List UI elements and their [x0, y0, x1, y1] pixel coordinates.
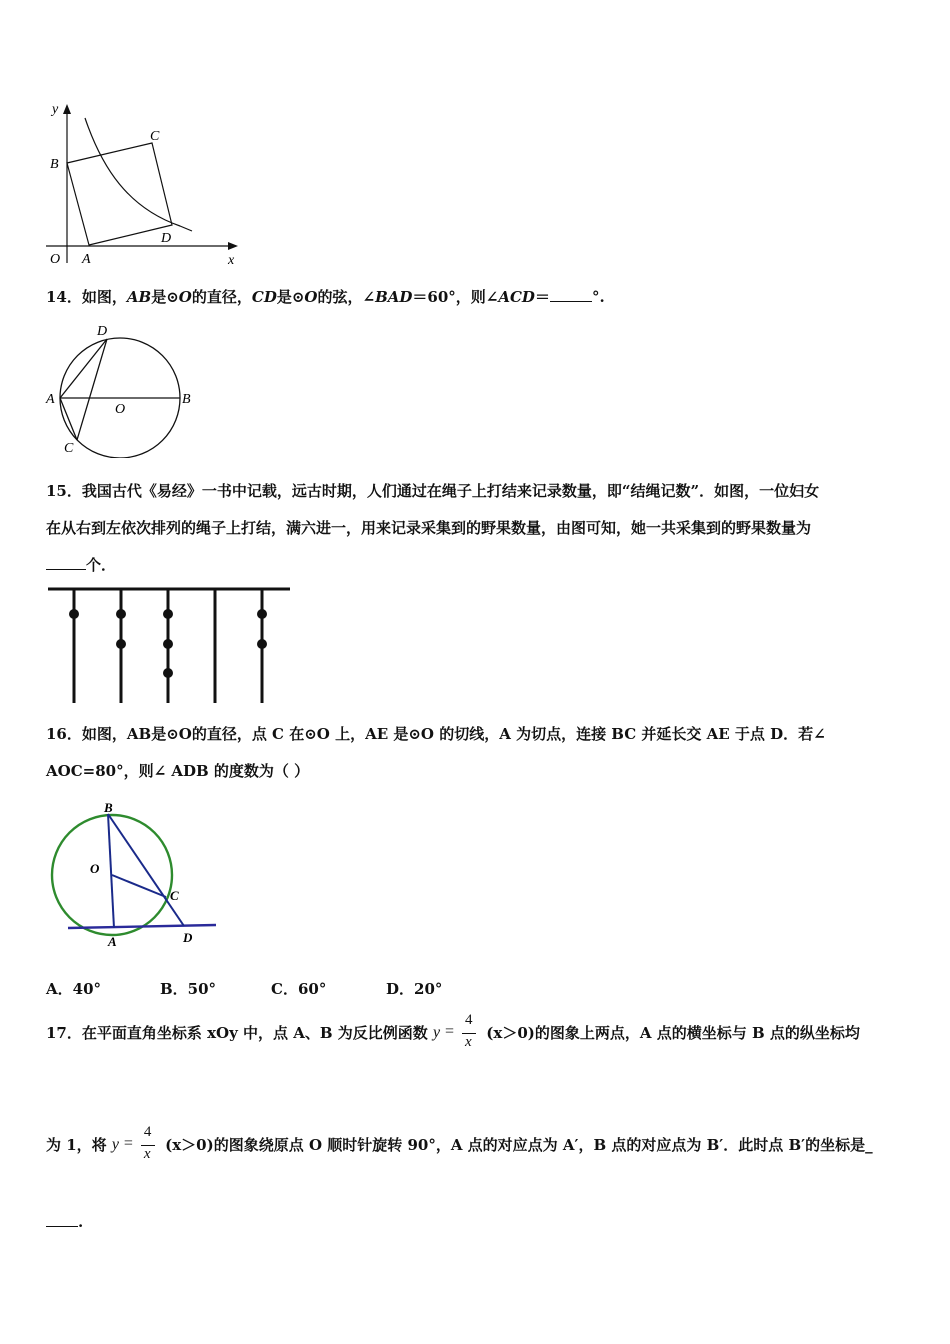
knot	[163, 639, 173, 649]
figure-16-tangent-diagram	[46, 796, 226, 954]
question-15-line-1: 15．我国古代《易经》一书中记载，远古时期，人们通过在绳子上打结来记录数量，即“结绳记数”．如图，一位妇女	[46, 482, 820, 500]
question-17-line-2: 为 1，将 y = 4 x (x＞0)的图象绕原点 O 顺时针旋转 90°，A 点的对应点为 A′，B 点的对应点为 B′．此时点 B′的坐标是_	[46, 1124, 873, 1168]
tangent-line-AE	[68, 925, 216, 928]
hyperbola-curve	[85, 118, 192, 231]
answer-blank-17	[46, 1212, 78, 1227]
answer-blank-15	[46, 555, 86, 570]
figure-13-coordinate-diagram	[40, 98, 250, 273]
chord-CD	[77, 339, 107, 440]
fraction-y-equals-4-over-x: y = 4 x	[112, 1124, 160, 1168]
label-O: O	[90, 861, 100, 876]
label-B: B	[182, 392, 191, 407]
question-16-line-2: AOC=80°，则∠ ADB 的度数为（ ）	[46, 762, 310, 780]
option-D[interactable]: D．20°	[386, 980, 443, 998]
figure-15-knotted-ropes	[44, 583, 294, 708]
knot	[163, 609, 173, 619]
question-16-line-1: 16．如图，AB是⊙O的直径，点 C 在⊙O 上，AE 是⊙O 的切线，A 为切点，连接 BC 并延长交 AE 于点 D．若∠	[46, 725, 826, 743]
label-C: C	[150, 129, 160, 144]
label-x: x	[228, 253, 235, 268]
square-ABCD	[67, 143, 172, 245]
y-axis-arrow-icon	[63, 104, 71, 114]
answer-blank-14	[550, 287, 592, 302]
question-15-line-2: 在从右到左依次排列的绳子上打结，满六进一，用来记录采集到的野果数量，由图可知，她一共采集到的野果数量为	[46, 519, 812, 537]
x-axis-arrow-icon	[228, 242, 238, 250]
fraction-y-equals-4-over-x: y = 4 x	[433, 1012, 481, 1056]
label-D: D	[183, 930, 193, 945]
figure-14-circle-diagram	[40, 318, 210, 458]
label-D: D	[161, 231, 172, 246]
label-O: O	[50, 252, 61, 267]
chord-AC	[60, 398, 77, 440]
label-y: y	[52, 102, 59, 117]
label-B: B	[50, 157, 59, 172]
knot	[116, 639, 126, 649]
question-17-line-1: 17．在平面直角坐标系 xOy 中，点 A、B 为反比例函数 y = 4 x (x＞0)的图象上两点，A 点的横坐标与 B 点的纵坐标均	[46, 1012, 860, 1056]
knot	[116, 609, 126, 619]
knot	[69, 609, 79, 619]
label-O: O	[115, 402, 126, 417]
label-D: D	[97, 324, 108, 339]
option-A[interactable]: A．40°	[46, 980, 102, 998]
label-C: C	[170, 888, 179, 903]
knot	[257, 639, 267, 649]
label-A: A	[46, 392, 55, 407]
label-C: C	[64, 441, 74, 456]
label-B: B	[104, 800, 113, 815]
knot	[257, 609, 267, 619]
knot	[163, 668, 173, 678]
question-14-text: 14．如图，AB是⊙O的直径，CD是⊙O的弦，∠BAD＝60°，则∠ACD＝ °.	[46, 288, 605, 306]
option-C[interactable]: C．60°	[271, 980, 327, 998]
label-A: A	[82, 252, 91, 267]
diameter-AB	[108, 814, 114, 928]
label-A: A	[108, 934, 117, 949]
question-15-line-3: 个．	[46, 554, 116, 575]
question-17-line-3: .	[46, 1212, 83, 1231]
option-B[interactable]: B．50°	[160, 980, 217, 998]
